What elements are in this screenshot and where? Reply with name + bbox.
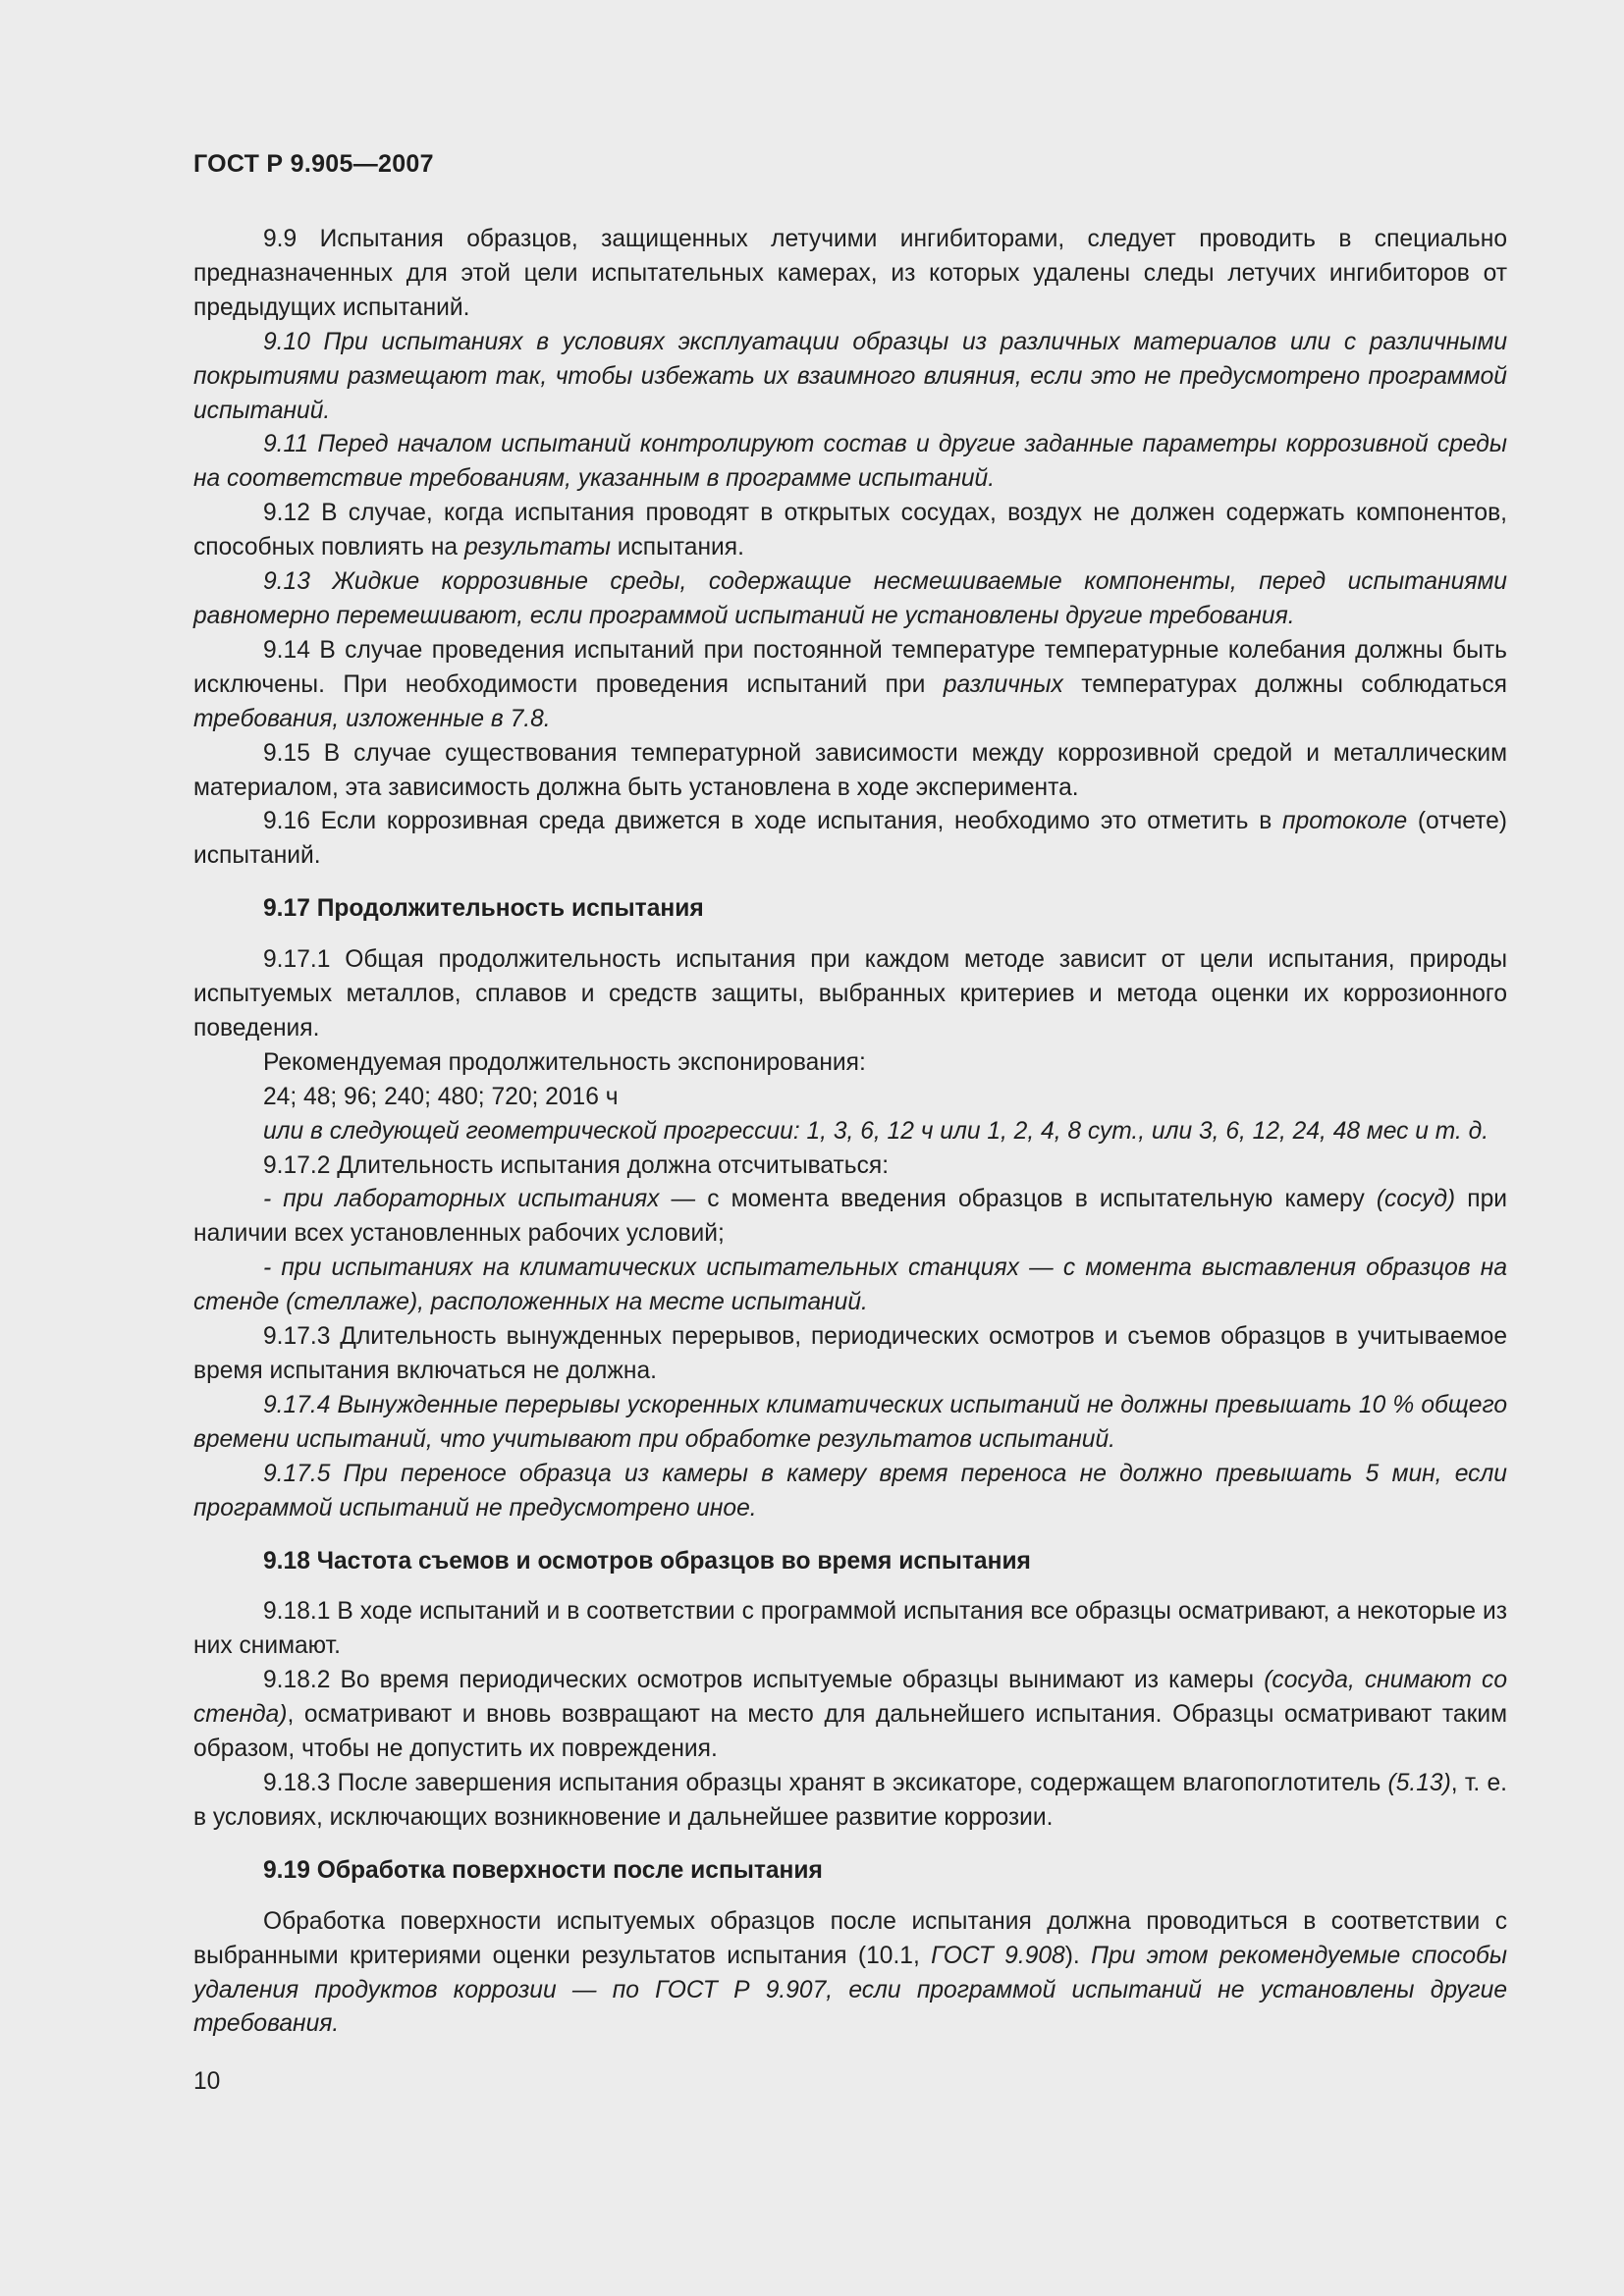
text-span: ). (1064, 1942, 1092, 1969)
paragraph-hours: 24; 48; 96; 240; 480; 720; 2016 ч (263, 1083, 619, 1110)
paragraph-9-17-4: 9.17.4 Вынужденные перерывы ускоренных климатических испытаний не должны превышать 10 % общего времени испытаний, что учитывают при обработке результатов испытаний. (193, 1391, 1507, 1453)
text-span: при наличии всех установленных рабочих условий; (193, 1186, 1507, 1248)
paragraph-9-17-3: 9.17.3 Длительность вынужденных перерывов, периодических осмотров и съемов образцов в учитываемое время испытания включаться не должна. (193, 1323, 1507, 1384)
text-span: , осматривают и вновь возвращают на место для дальнейшего испытания. Образцы осматривают таким образом, чтобы не допустить их повреждения. (193, 1701, 1507, 1763)
italic-span: - при лабораторных испытаниях (263, 1186, 660, 1213)
italic-span: При этом рекомендуемые способы удаления продуктов коррозии — по ГОСТ Р 9.907, если программой испытаний не установлены другие требования. (193, 1942, 1507, 2038)
paragraph-9-14 (193, 634, 1507, 737)
italic-span: ГОСТ 9.908 (931, 1942, 1065, 1969)
paragraph-9-11: 9.11 Перед началом испытаний контролируют состав и другие заданные параметры коррозивной среды на соответствие требованиям, указанным в программе испытаний. (193, 431, 1507, 493)
page-number: 10 (193, 2068, 221, 2095)
paragraph-9-15: 9.15 В случае существования температурной зависимости между коррозивной средой и металлическим материалом, эта зависимость должна быть установлена в ходе эксперимента. (193, 739, 1507, 801)
paragraph-9-12 (193, 497, 1507, 565)
text-span: (отчете) испытаний. (193, 808, 1507, 870)
paragraph-9-17-5: 9.17.5 При переносе образца из камеры в камеру время переноса не должно превышать 5 мин, если программой испытаний не предусмотрено иное. (193, 1460, 1507, 1522)
text-span: — с момента введения образцов в испытательную камеру (659, 1186, 1377, 1213)
paragraph-9-17-1: 9.17.1 Общая продолжительность испытания при каждом методе зависит от цели испытания, природы испытуемых металлов, сплавов и средств защиты, выбранных критериев и метода оценки их коррозионного поведения. (193, 946, 1507, 1041)
paragraph-9-18-2 (193, 1664, 1507, 1767)
italic-span: различных (943, 670, 1063, 698)
text-span: , т. е. в условиях, исключающих возникновение и дальнейшее развитие коррозии. (193, 1769, 1507, 1831)
paragraph-lab-tests (193, 1183, 1507, 1252)
italic-span: (5.13) (1387, 1769, 1451, 1796)
paragraph-recommended: Рекомендуемая продолжительность экспонирования: (263, 1048, 866, 1076)
document-header: ГОСТ Р 9.905—2007 (193, 150, 434, 178)
section-heading-9-18: 9.18 Частота съемов и осмотров образцов во время испытания (263, 1547, 1031, 1575)
italic-span: требования, изложенные в 7.8. (193, 705, 551, 732)
italic-span: (сосуда, снимают со стенда) (193, 1667, 1507, 1729)
paragraph-9-18-3 (193, 1767, 1507, 1836)
text-span: 9.12 В случае, когда испытания проводят в открытых сосудах, воздух не должен содержать компонентов, способных повлиять на (193, 500, 1507, 561)
text-span: Обработка поверхности испытуемых образцов после испытания должна проводиться в соответствии с выбранными критериями оценки результатов испытания (10.1, (193, 1907, 1507, 1969)
text-span: 9.14 В случае проведения испытаний при постоянной температуре температурные колебания должны быть исключены. При необходимости проведения испытаний при (193, 636, 1507, 698)
text-span: 9.18.3 После завершения испытания образцы хранят в эксикаторе, содержащем влагопоглотитель (263, 1769, 1388, 1796)
italic-span: протоколе (1282, 808, 1408, 835)
paragraph-9-18-1: 9.18.1 В ходе испытаний и в соответствии с программой испытания все образцы осматривают, а некоторые из них снимают. (193, 1598, 1507, 1660)
paragraph-9-9: 9.9 Испытания образцов, защищенных летучими ингибиторами, следует проводить в специально предназначенных для этой цели испытательных камерах, из которых удалены следы летучих ингибиторов от предыдущих испытаний. (193, 226, 1507, 321)
italic-span: (сосуд) (1376, 1186, 1456, 1213)
section-heading-9-19: 9.19 Обработка поверхности после испытания (263, 1856, 823, 1884)
document-body (193, 223, 1507, 2042)
section-heading-9-17: 9.17 Продолжительность испытания (263, 895, 704, 923)
text-span: испытания. (610, 534, 744, 561)
paragraph-9-16 (193, 805, 1507, 874)
paragraph-9-10: 9.10 При испытаниях в условиях эксплуатации образцы из различных материалов или с различными покрытиями размещают так, чтобы избежать их взаимного влияния, если это не предусмотрено программой испытаний. (193, 328, 1507, 424)
italic-span: результаты (463, 534, 611, 561)
text-span: температурах должны соблюдаться (1062, 670, 1507, 698)
text-span: 9.18.2 Во время периодических осмотров испытуемые образцы вынимают из камеры (263, 1667, 1265, 1694)
paragraph-9-19 (193, 1905, 1507, 2043)
paragraph-9-13: 9.13 Жидкие коррозивные среды, содержащие несмешиваемые компоненты, перед испытаниями равномерно перемешивают, если программой испытаний не установлены другие требования. (193, 568, 1507, 629)
text-span: 9.16 Если коррозивная среда движется в ходе испытания, необходимо это отметить в (263, 808, 1283, 835)
paragraph-progression: или в следующей геометрической прогрессии: 1, 3, 6, 12 ч или 1, 2, 4, 8 сут., или 3, 6, 12, 24, 48 мес и т. д. (263, 1117, 1489, 1145)
paragraph-climatic-tests: - при испытаниях на климатических испытательных станциях — с момента выставления образцов на стенде (стеллаже), расположенных на месте испытаний. (193, 1255, 1507, 1316)
paragraph-9-17-2: 9.17.2 Длительность испытания должна отсчитываться: (263, 1151, 890, 1179)
